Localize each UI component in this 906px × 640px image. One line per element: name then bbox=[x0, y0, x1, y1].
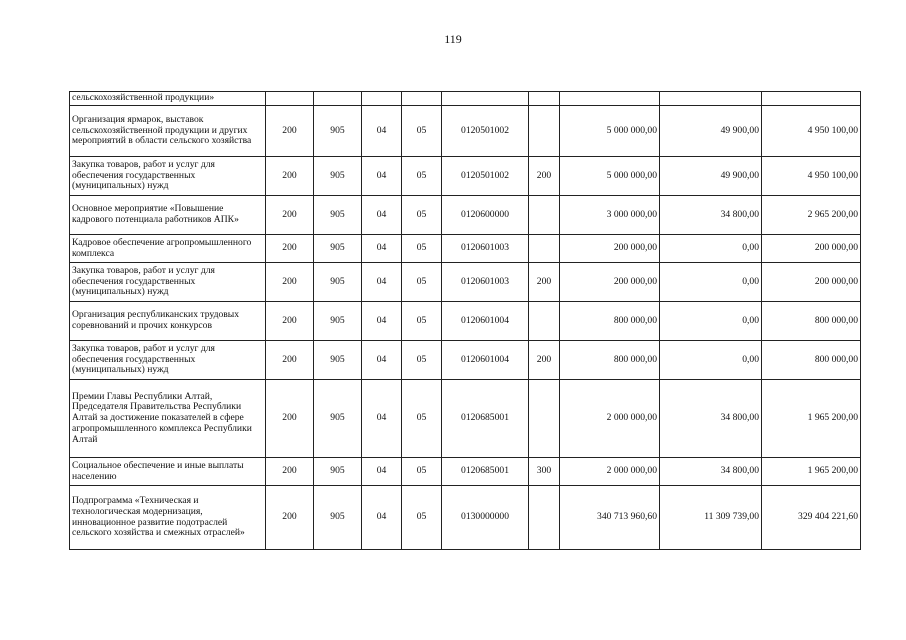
table-row bbox=[70, 92, 861, 106]
amount-3: 1 965 200,00 bbox=[762, 380, 861, 458]
amount-3: 1 965 200,00 bbox=[762, 458, 861, 486]
amount-3 bbox=[762, 92, 861, 106]
table-row bbox=[70, 106, 861, 157]
amount-2: 0,00 bbox=[660, 302, 762, 341]
amount-3: 200 000,00 bbox=[762, 263, 861, 302]
target-article-code: 0120601004 bbox=[442, 302, 529, 341]
ministry-code: 905 bbox=[314, 486, 362, 550]
amount-1: 5 000 000,00 bbox=[560, 106, 660, 157]
row-name: Премии Главы Республики Алтай, Председателя Правительства Республики Алтай за достижение показателей в сфере агропромышленного комплекса Республики Алтай bbox=[70, 380, 266, 458]
amount-2: 49 900,00 bbox=[660, 157, 762, 196]
expense-type-code: 300 bbox=[529, 458, 560, 486]
ministry-code: 905 bbox=[314, 157, 362, 196]
row-name: Закупка товаров, работ и услуг для обеспечения государственных (муниципальных) нужд bbox=[70, 341, 266, 380]
target-article-code: 0120501002 bbox=[442, 157, 529, 196]
section-code: 04 bbox=[362, 263, 402, 302]
table-row bbox=[70, 302, 861, 341]
expense-type-code bbox=[529, 106, 560, 157]
amount-1: 800 000,00 bbox=[560, 302, 660, 341]
row-name: Подпрограмма «Техническая и технологическая модернизация, инновационное развитие подотраслей сельского хозяйства и смежных отраслей» bbox=[70, 486, 266, 550]
subsection-code: 05 bbox=[402, 458, 442, 486]
target-article-code: 0120601003 bbox=[442, 235, 529, 263]
expense-type-code bbox=[529, 486, 560, 550]
section-code: 04 bbox=[362, 106, 402, 157]
ministry-code bbox=[314, 92, 362, 106]
row-name: Основное мероприятие «Повышение кадрового потенциала работников АПК» bbox=[70, 196, 266, 235]
admin-code: 200 bbox=[266, 486, 314, 550]
amount-1: 200 000,00 bbox=[560, 235, 660, 263]
amount-1: 3 000 000,00 bbox=[560, 196, 660, 235]
amount-1: 2 000 000,00 bbox=[560, 380, 660, 458]
admin-code: 200 bbox=[266, 380, 314, 458]
row-name: Кадровое обеспечение агропромышленного комплекса bbox=[70, 235, 266, 263]
expense-type-code: 200 bbox=[529, 263, 560, 302]
admin-code: 200 bbox=[266, 341, 314, 380]
subsection-code bbox=[402, 92, 442, 106]
amount-1: 340 713 960,60 bbox=[560, 486, 660, 550]
row-name: Организация ярмарок, выставок сельскохозяйственной продукции и других мероприятий в области сельского хозяйства bbox=[70, 106, 266, 157]
amount-1: 5 000 000,00 bbox=[560, 157, 660, 196]
amount-3: 800 000,00 bbox=[762, 341, 861, 380]
table-row bbox=[70, 380, 861, 458]
section-code: 04 bbox=[362, 302, 402, 341]
amount-3: 200 000,00 bbox=[762, 235, 861, 263]
amount-1: 2 000 000,00 bbox=[560, 458, 660, 486]
subsection-code: 05 bbox=[402, 263, 442, 302]
subsection-code: 05 bbox=[402, 196, 442, 235]
expense-type-code bbox=[529, 235, 560, 263]
table-row bbox=[70, 196, 861, 235]
admin-code: 200 bbox=[266, 458, 314, 486]
table-row bbox=[70, 157, 861, 196]
expense-type-code bbox=[529, 302, 560, 341]
row-name: Закупка товаров, работ и услуг для обеспечения государственных (муниципальных) нужд bbox=[70, 157, 266, 196]
target-article-code bbox=[442, 92, 529, 106]
ministry-code: 905 bbox=[314, 341, 362, 380]
admin-code: 200 bbox=[266, 196, 314, 235]
admin-code bbox=[266, 92, 314, 106]
target-article-code: 0120685001 bbox=[442, 380, 529, 458]
subsection-code: 05 bbox=[402, 235, 442, 263]
expense-type-code: 200 bbox=[529, 341, 560, 380]
ministry-code: 905 bbox=[314, 458, 362, 486]
amount-1 bbox=[560, 92, 660, 106]
subsection-code: 05 bbox=[402, 341, 442, 380]
expense-type-code bbox=[529, 196, 560, 235]
section-code: 04 bbox=[362, 458, 402, 486]
subsection-code: 05 bbox=[402, 380, 442, 458]
amount-1: 200 000,00 bbox=[560, 263, 660, 302]
admin-code: 200 bbox=[266, 263, 314, 302]
expense-type-code: 200 bbox=[529, 157, 560, 196]
table-row bbox=[70, 458, 861, 486]
ministry-code: 905 bbox=[314, 302, 362, 341]
amount-2: 34 800,00 bbox=[660, 380, 762, 458]
subsection-code: 05 bbox=[402, 302, 442, 341]
admin-code: 200 bbox=[266, 106, 314, 157]
target-article-code: 0120685001 bbox=[442, 458, 529, 486]
target-article-code: 0120501002 bbox=[442, 106, 529, 157]
table-row bbox=[70, 263, 861, 302]
amount-3: 329 404 221,60 bbox=[762, 486, 861, 550]
budget-table bbox=[69, 91, 861, 550]
table-row bbox=[70, 235, 861, 263]
section-code: 04 bbox=[362, 341, 402, 380]
subsection-code: 05 bbox=[402, 106, 442, 157]
expense-type-code bbox=[529, 92, 560, 106]
section-code: 04 bbox=[362, 157, 402, 196]
admin-code: 200 bbox=[266, 235, 314, 263]
section-code: 04 bbox=[362, 486, 402, 550]
section-code: 04 bbox=[362, 196, 402, 235]
target-article-code: 0130000000 bbox=[442, 486, 529, 550]
section-code bbox=[362, 92, 402, 106]
amount-2: 0,00 bbox=[660, 235, 762, 263]
row-name: Организация республиканских трудовых соревнований и прочих конкурсов bbox=[70, 302, 266, 341]
amount-3: 4 950 100,00 bbox=[762, 106, 861, 157]
ministry-code: 905 bbox=[314, 380, 362, 458]
amount-2: 49 900,00 bbox=[660, 106, 762, 157]
amount-2: 0,00 bbox=[660, 341, 762, 380]
target-article-code: 0120601003 bbox=[442, 263, 529, 302]
table-row bbox=[70, 486, 861, 550]
ministry-code: 905 bbox=[314, 235, 362, 263]
target-article-code: 0120600000 bbox=[442, 196, 529, 235]
subsection-code: 05 bbox=[402, 157, 442, 196]
amount-2 bbox=[660, 92, 762, 106]
admin-code: 200 bbox=[266, 157, 314, 196]
table-row bbox=[70, 341, 861, 380]
amount-2: 11 309 739,00 bbox=[660, 486, 762, 550]
amount-2: 34 800,00 bbox=[660, 458, 762, 486]
row-name: Социальное обеспечение и иные выплаты населению bbox=[70, 458, 266, 486]
admin-code: 200 bbox=[266, 302, 314, 341]
ministry-code: 905 bbox=[314, 106, 362, 157]
amount-2: 34 800,00 bbox=[660, 196, 762, 235]
expense-type-code bbox=[529, 380, 560, 458]
amount-3: 4 950 100,00 bbox=[762, 157, 861, 196]
page-number: 119 bbox=[444, 32, 462, 46]
row-name: сельскохозяйственной продукции» bbox=[70, 92, 266, 106]
target-article-code: 0120601004 bbox=[442, 341, 529, 380]
ministry-code: 905 bbox=[314, 263, 362, 302]
section-code: 04 bbox=[362, 380, 402, 458]
ministry-code: 905 bbox=[314, 196, 362, 235]
row-name: Закупка товаров, работ и услуг для обеспечения государственных (муниципальных) нужд bbox=[70, 263, 266, 302]
amount-1: 800 000,00 bbox=[560, 341, 660, 380]
section-code: 04 bbox=[362, 235, 402, 263]
amount-2: 0,00 bbox=[660, 263, 762, 302]
amount-3: 2 965 200,00 bbox=[762, 196, 861, 235]
amount-3: 800 000,00 bbox=[762, 302, 861, 341]
subsection-code: 05 bbox=[402, 486, 442, 550]
